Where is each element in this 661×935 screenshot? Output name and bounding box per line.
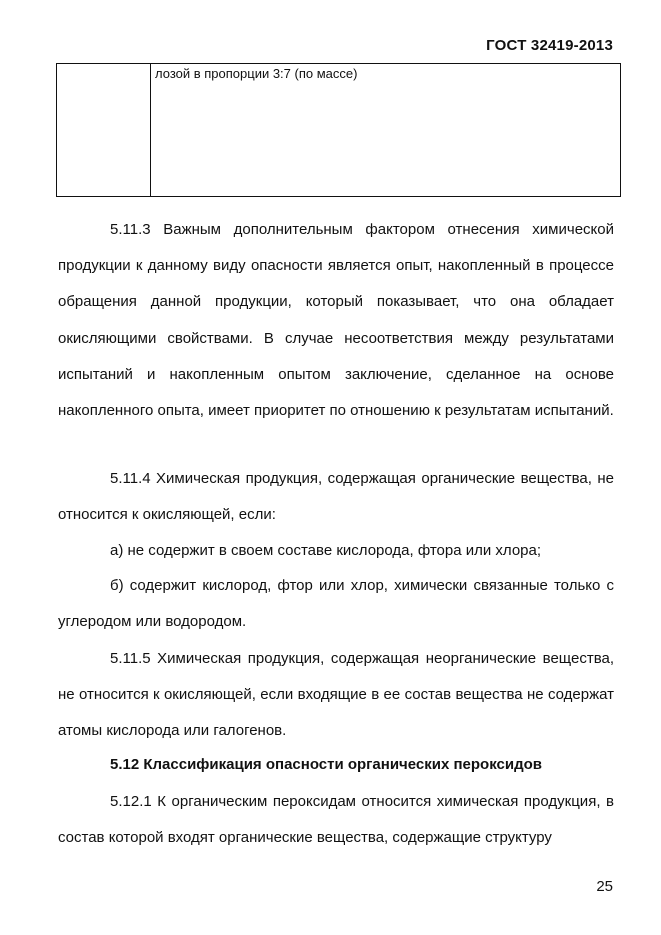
list-item-b: б) содержит кислород, фтор или хлор, химически связанные только с углеродом или водородом. — [58, 577, 614, 631]
page-number: 25 — [596, 878, 613, 895]
section-heading-5-12: 5.12 Классификация опасности органических пероксидов — [110, 756, 542, 773]
paragraph-5-11-3: 5.11.3 Важным дополнительным фактором отнесения химической продукции к данному виду опасности является опыт, накопленный в процессе обращения данной продукции, который показывает, что она обладает окисляющими свойствами. В случае несоответствия между результатами испытаний и накопленным опытом заключение, сделанное на основе накопленного опыта, имеет приоритет по отношению к результатам испытаний. — [58, 221, 614, 420]
paragraph-5-11-5: 5.11.5 Химическая продукция, содержащая неорганические вещества, не относится к окисляющей, если входящие в ее состав вещества не содержат атомы кислорода или галогенов. — [58, 650, 614, 740]
table-cell-text: лозой в пропорции 3:7 (по массе) — [155, 66, 358, 81]
table-fragment — [56, 63, 621, 197]
table-column-divider — [150, 64, 151, 196]
list-item-a: а) не содержит в своем составе кислорода, фтора или хлора; — [110, 542, 542, 559]
paragraph-5-12-1: 5.12.1 К органическим пероксидам относится химическая продукция, в состав которой входят органические вещества, содержащие структуру — [58, 793, 614, 847]
paragraph-5-11-4: 5.11.4 Химическая продукция, содержащая органические вещества, не относится к окисляющей, если: — [58, 470, 614, 524]
page-header: ГОСТ 32419-2013 — [486, 37, 613, 54]
